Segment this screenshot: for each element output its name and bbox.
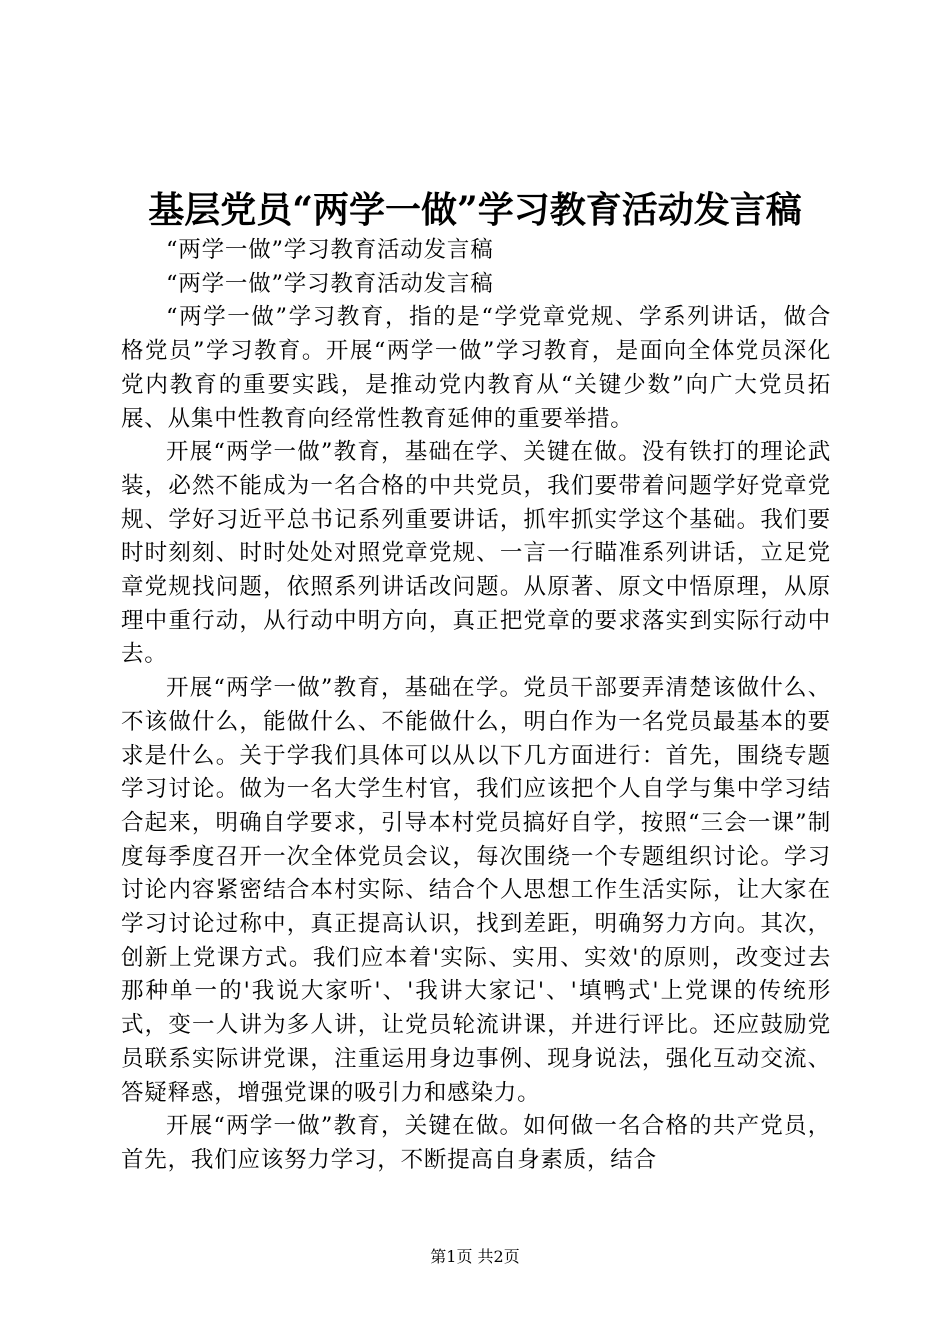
page-number: 第1页 共2页: [430, 1247, 520, 1266]
paragraph-learn-and-do: 开展“两学一做”教育，基础在学、关键在做。没有铁打的理论武装，必然不能成为一名合格的中共党员，我们要带着问题学好党章党规、学好习近平总书记系列重要讲话，抓牢抓实学这个基础。我们要时时刻刻、时时处处对照党章党规、一言一行瞄准系列讲话，立足党章党规找问题，依照系列讲话改问题。从原著、原文中悟原理，从原理中重行动，从行动中明方向，真正把党章的要求落实到实际行动中去。: [121, 439, 831, 668]
paragraph-subtitle-1: “两学一做”学习教育活动发言稿: [166, 237, 494, 263]
paragraph-foundation-learning: 开展“两学一做”教育，基础在学。党员干部要弄清楚该做什么、不该做什么，能做什么、不能做什么，明白作为一名党员最基本的要求是什么。关于学我们具体可以从以下几方面进行：首先，围绕专题学习讨论。做为一名大学生村官，我们应该把个人自学与集中学习结合起来，明确自学要求，引导本村党员搞好自学，按照“三会一课”制度每季度召开一次全体党员会议，每次围绕一个专题组织讨论。学习讨论内容紧密结合本村实际、结合个人思想工作生活实际，让大家在学习讨论过称中，真正提高认识，找到差距，明确努力方向。其次，创新上党课方式。我们应本着'实际、实用、实效'的原则，改变过去那种单一的'我说大家听'、'我讲大家记'、'填鸭式'上党课的传统形式，变一人讲为多人讲，让党员轮流讲课，并进行评比。还应鼓励党员联系实际讲党课，注重运用身边事例、现身说法，强化互动交流、答疑释惑，增强党课的吸引力和感染力。: [121, 675, 831, 1106]
paragraph-intro: “两学一做”学习教育，指的是“学党章党规、学系列讲话，做合格党员”学习教育。开展“两学一做”学习教育，是面向全体党员深化党内教育的重要实践，是推动党内教育从“关键少数”向广大党员拓展、从集中性教育向经常性教育延伸的重要举措。: [121, 304, 831, 432]
paragraph-key-doing: 开展“两学一做”教育，关键在做。如何做一名合格的共产党员，首先，我们应该努力学习，不断提高自身素质，结合: [121, 1113, 831, 1173]
paragraph-subtitle-2: “两学一做”学习教育活动发言稿: [166, 270, 494, 297]
document-title: 基层党员“两学一做”学习教育活动发言稿: [148, 189, 802, 231]
document-body: [121, 234, 831, 1178]
